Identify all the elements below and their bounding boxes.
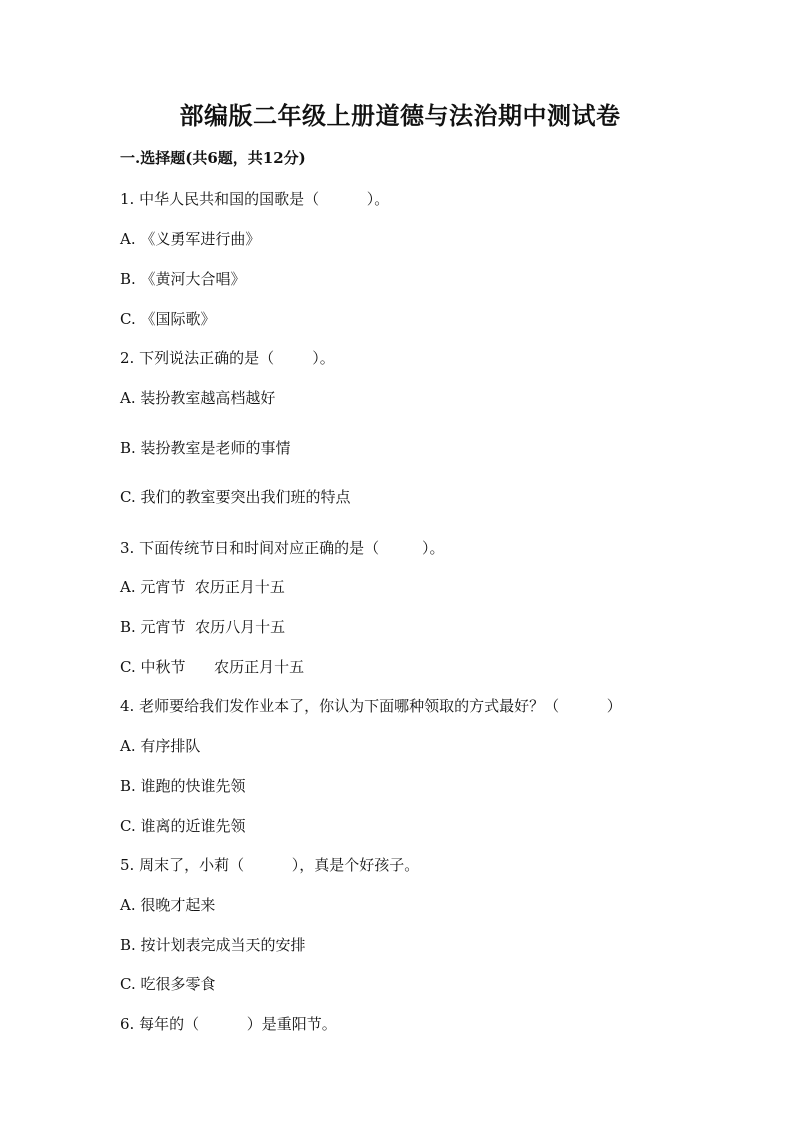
question-4-option-c: C. 谁离的近谁先领 [120, 817, 246, 835]
question-3-stem: 3. 下面传统节日和时间对应正确的是（ ）。 [120, 539, 445, 557]
question-2-option-b: B. 装扮教室是老师的事情 [120, 439, 291, 457]
question-1-option-b: B. 《黄河大合唱》 [120, 270, 246, 288]
question-5-option-c: C. 吃很多零食 [120, 975, 216, 993]
section-heading: 一.选择题(共6题，共12分) [120, 149, 306, 167]
question-6-stem: 6. 每年的（ ）是重阳节。 [120, 1015, 337, 1033]
question-2-option-c: C. 我们的教室要突出我们班的特点 [120, 488, 351, 506]
question-4-option-a: A. 有序排队 [120, 737, 201, 755]
question-3-option-a: A. 元宵节 农历正月十五 [120, 578, 285, 596]
question-1-option-a: A. 《义勇军进行曲》 [120, 230, 261, 248]
question-3-option-c: C. 中秋节 农历正月十五 [120, 658, 305, 676]
question-2-option-a: A. 装扮教室越高档越好 [120, 389, 276, 407]
question-1-stem: 1. 中华人民共和国的国歌是（ ）。 [120, 190, 390, 208]
question-4-option-b: B. 谁跑的快谁先领 [120, 777, 246, 795]
question-3-option-b: B. 元宵节 农历八月十五 [120, 618, 286, 636]
question-5-option-b: B. 按计划表完成当天的安排 [120, 936, 306, 954]
question-4-stem: 4. 老师要给我们发作业本了，你认为下面哪种领取的方式最好？（ ） [120, 697, 622, 715]
question-5-option-a: A. 很晚才起来 [120, 896, 216, 914]
question-2-stem: 2. 下列说法正确的是（ ）。 [120, 349, 335, 367]
question-1-option-c: C. 《国际歌》 [120, 310, 216, 328]
page-title: 部编版二年级上册道德与法治期中测试卷 [179, 101, 621, 130]
question-5-stem: 5. 周末了，小莉（ ），真是个好孩子。 [120, 856, 420, 874]
